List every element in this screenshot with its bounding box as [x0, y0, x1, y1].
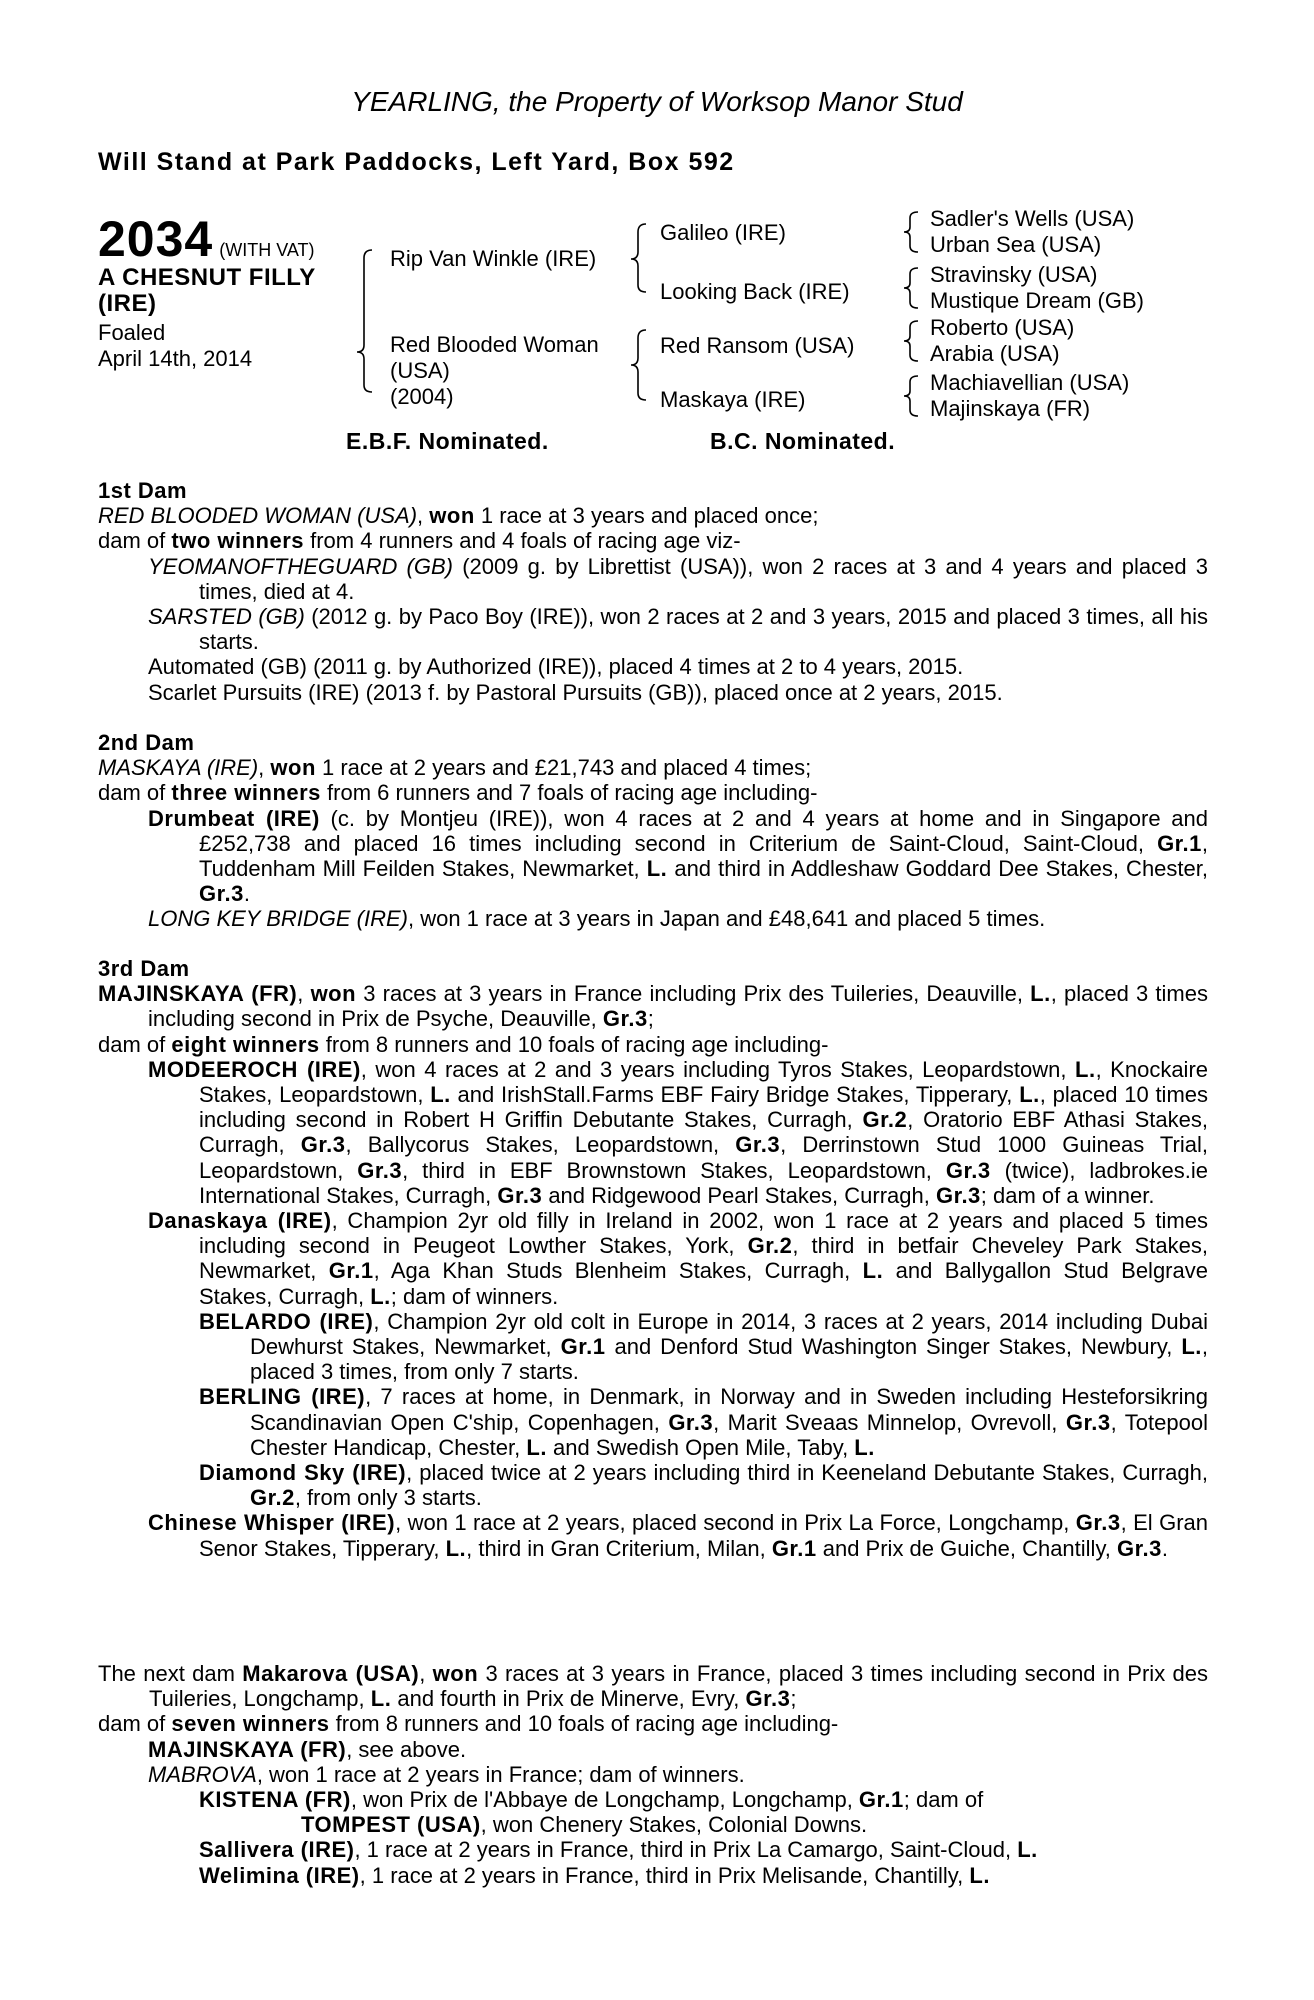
progeny-text: , won 4 races at 2 and 3 years including Tyros Stakes, Leopardstown, — [360, 1056, 1075, 1082]
next-dam-section — [98, 1661, 1208, 1888]
grade: L. — [1075, 1056, 1096, 1082]
grade: Gr.3 — [1117, 1535, 1162, 1561]
first-dam-foals: from 4 runners and 4 foals of racing age viz- — [304, 528, 741, 554]
progeny-belardo — [98, 1309, 1208, 1385]
first-dam-heading: 1st Dam — [98, 478, 188, 503]
progeny-name: Danaskaya (IRE) — [148, 1208, 332, 1234]
progeny-name: MODEEROCH (IRE) — [148, 1056, 361, 1082]
grade: Gr.1 — [858, 1787, 904, 1813]
grade: Gr.3 — [602, 1006, 648, 1032]
progeny-name: Drumbeat (IRE) — [148, 805, 320, 831]
second-dam-winners: three winners — [171, 780, 321, 806]
brace-gg2 — [904, 268, 918, 308]
progeny-name: LONG KEY BRIDGE (IRE) — [148, 906, 408, 932]
grade: L. — [445, 1535, 467, 1561]
third-dam-text: ; — [647, 1006, 654, 1032]
pedigree-gg-3: Stravinsky (USA) — [930, 262, 1098, 287]
grade: L. — [969, 1862, 990, 1888]
progeny-text: , Totepool Chester Handicap, Chester, — [250, 1409, 1208, 1460]
grade: Gr.3 — [497, 1182, 543, 1208]
next-dam-winners: seven winners — [171, 1711, 330, 1737]
brace-dam — [631, 330, 646, 400]
next-dam-won: won — [432, 1661, 479, 1686]
grade: Gr.3 — [935, 1182, 981, 1208]
progeny-name: SARSTED (GB) — [148, 604, 305, 630]
grade: L. — [1030, 981, 1051, 1007]
progeny-text: , 1 race at 2 years in France, third in Prix La Camargo, Saint-Cloud, — [354, 1837, 1018, 1863]
progeny-text: , won Chenery Stakes, Colonial Downs. — [480, 1812, 868, 1838]
grade: Gr.3 — [745, 1686, 791, 1712]
brace-gg3 — [904, 321, 918, 361]
first-dam-summary: 1 race at 3 years and placed once; — [474, 503, 819, 529]
progeny-name: TOMPEST (USA) — [301, 1812, 481, 1838]
progeny-modeeroch — [98, 1057, 1208, 1208]
progeny-text: (2009 g. by Librettist (USA)), won 2 races at 3 and 4 years and placed 3 times, died at 4. — [199, 553, 1208, 604]
progeny-name: MABROVA — [148, 1761, 257, 1787]
third-dam-foals: from 8 runners and 10 foals of racing age including- — [319, 1031, 829, 1057]
pedigree-gg-7: Machiavellian (USA) — [930, 370, 1130, 395]
third-dam-text: , placed 3 times including second in Prix de Psyche, Deauville, — [148, 981, 1208, 1032]
progeny-text: , won 1 race at 2 years, placed second in Prix La Force, Longchamp, — [395, 1510, 1076, 1536]
progeny-text: ; dam of winners. — [390, 1283, 559, 1309]
second-dam-name: MASKAYA (IRE) — [98, 755, 259, 781]
ebf-nominated: E.B.F. Nominated. — [346, 428, 549, 454]
third-dam-text: 3 races at 3 years in France including Prix des Tuileries, Deauville, — [356, 981, 1031, 1007]
second-dam-summary: 1 race at 2 years and £21,743 and placed 4 times; — [315, 755, 812, 781]
progeny-danaskaya — [98, 1208, 1208, 1309]
progeny-text: , Knockaire Stakes, Leopardstown, — [199, 1056, 1209, 1108]
progeny-name: BERLING (IRE) — [199, 1384, 366, 1410]
second-dam-heading: 2nd Dam — [98, 730, 195, 755]
progeny-text: , Tuddenham Mill Feilden Stakes, Newmarket, — [199, 830, 1208, 882]
progeny-name: Diamond Sky (IRE) — [199, 1460, 407, 1486]
pedigree-gg-1: Sadler's Wells (USA) — [930, 206, 1135, 231]
progeny-text: , Ballycorus Stakes, Leopardstown, — [345, 1132, 736, 1158]
progeny-text: (twice), ladbrokes.ie International Stakes, Curragh, — [199, 1157, 1209, 1208]
progeny-diamond-sky — [98, 1460, 1208, 1510]
next-dam-name: Makarova (USA) — [242, 1661, 420, 1686]
grade: Gr.1 — [1157, 830, 1202, 856]
progeny-chinese-whisper — [98, 1510, 1208, 1560]
catalogue-title: YEARLING, the Property of Worksop Manor Stud — [351, 86, 963, 117]
progeny-name: BELARDO (IRE) — [199, 1308, 374, 1334]
grade: L. — [862, 1258, 884, 1284]
progeny-long-key-bridge — [98, 906, 1208, 931]
grade: Gr.3 — [300, 1132, 346, 1158]
grade: L. — [370, 1283, 391, 1309]
third-dam-dam-of: dam of — [98, 1031, 172, 1057]
progeny-text: , 1 race at 2 years in France, third in Prix Melisande, Chantilly, — [359, 1862, 970, 1888]
progeny-name: Sallivera (IRE) — [199, 1837, 355, 1863]
grade: Gr.3 — [668, 1409, 714, 1435]
progeny-text: , placed 3 times, from only 7 starts. — [250, 1334, 1208, 1385]
progeny-automated: Automated (GB) (2011 g. by Authorized (IRE)), placed 4 times at 2 to 4 years, 2015. — [148, 654, 964, 680]
grade: L. — [646, 856, 668, 882]
pedigree-dam-line3: (2004) — [390, 384, 454, 409]
pedigree-sire: Rip Van Winkle (IRE) — [390, 246, 597, 271]
pedigree-dam-line2: (USA) — [390, 358, 450, 383]
progeny-tompest — [98, 1812, 1208, 1837]
brace-gg4 — [904, 376, 918, 416]
brace-gg1 — [904, 212, 918, 252]
first-dam-name: RED BLOODED WOMAN (USA) — [98, 503, 418, 529]
pedigree-sire-dam: Looking Back (IRE) — [660, 279, 850, 304]
next-dam-foals: from 8 runners and 10 foals of racing age including- — [329, 1711, 839, 1737]
pedigree-gg-4: Mustique Dream (GB) — [930, 288, 1144, 313]
progeny-text: ; dam of a winner. — [980, 1182, 1155, 1208]
progeny-text: , from only 3 starts. — [294, 1485, 482, 1511]
grade: Gr.3 — [199, 881, 244, 907]
progeny-text: , third in Gran Criterium, Milan, — [466, 1535, 772, 1561]
grade: L. — [1181, 1334, 1202, 1360]
grade: L. — [526, 1434, 547, 1460]
progeny-text: and Prix de Guiche, Chantilly, — [816, 1535, 1118, 1561]
progeny-text: , Champion 2yr old filly in Ireland in 2002, won 1 race at 2 years and placed 5 times including second in Peugeot Lowther Stakes, York, — [199, 1208, 1208, 1259]
progeny-text: ; dam of — [903, 1787, 984, 1813]
progeny-text: , won 1 race at 2 years in France; dam of winners. — [256, 1761, 745, 1787]
progeny-kistena — [98, 1787, 1208, 1812]
progeny-yeomanoftheguard — [98, 554, 1208, 604]
pedigree-gg-8: Majinskaya (FR) — [930, 396, 1091, 421]
grade: L. — [1019, 1082, 1040, 1108]
grade: Gr.2 — [747, 1233, 793, 1259]
pedigree-dam-dam: Maskaya (IRE) — [660, 387, 806, 412]
horse-description-line2: (IRE) — [98, 290, 157, 317]
progeny-name: Chinese Whisper (IRE) — [148, 1510, 396, 1536]
progeny-berling — [98, 1384, 1208, 1460]
progeny-text: , El Gran Senor Stakes, Tipperary, — [199, 1510, 1209, 1561]
grade: L. — [430, 1082, 451, 1108]
progeny-text: , placed 10 times including second in Robert H Griffin Debutante Stakes, Curragh, — [199, 1082, 1209, 1133]
brace-sire — [631, 224, 646, 292]
progeny-text: . — [243, 881, 250, 907]
first-dam-winners: two winners — [171, 528, 304, 554]
progeny-text: , see above. — [346, 1736, 467, 1762]
progeny-text: , won Prix de l'Abbaye de Longchamp, Longchamp, — [350, 1787, 859, 1813]
grade: L. — [1017, 1837, 1038, 1863]
third-dam-section: 3rd Dam MAJINSKAYA (FR), won 3 races at 3 years in France including Prix des Tuileries, Deauville, L., placed 3 times including second in Prix de Psyche, Deauville, Gr.3; dam of eight winners from 8 runners and 10 foals of racing age including- MODEEROCH (IRE), won 4 races at 2 and 3 years including Tyros Stakes, Leopardstown, L., Knockaire Stakes, Leopardstown, L. and IrishStall.Farms EBF Fairy Bridge Stakes, Tipperary, L., placed 10 times including second in Robert H Griffin Debutante Stakes, Curragh, Gr.2, Oratorio EBF Athasi Stakes, Curragh, Gr.3, Ballycorus Stakes, Leopardstown, Gr.3, Derrinstown Stud 1000 Guineas Trial, Leopardstown, Gr.3, third in EBF Brownstown Stakes, Leopardstown, Gr.3 (twice), ladbrokes.ie International Stakes, Curragh, Gr.3 and Ridgewood Pearl Stakes, Curragh, Gr.3; dam of a winner. Danaskaya (IRE), Champion 2yr old filly in Ireland in 2002, won 1 race at 2 years and placed 5 times including second in Peugeot Lowther Stakes, York, Gr.2, third in betfair Cheveley Park Stakes, Newmarket, Gr.1, Aga Khan Studs Blenheim Stakes, Curragh, L. and Ballygallon Stud Belgrave Stakes, Curragh, L.; dam of winners. BELARDO (IRE), Champion 2yr old colt in Europe in 2014, 3 races at 2 years, 2014 including Dubai Dewhurst Stakes, Newmarket, Gr.1 and Denford Stud Washington Singer Stakes, Newbury, L., placed 3 times, from only 7 starts. BERLING (IRE), 7 races at home, in Denmark, in Norway and in Sweden including Hesteforsikring Scandinavian Open C'ship, Copenhagen, Gr.3, Marit Sveaas Minnelop, Ovrevoll, Gr.3, Totepool Chester Handicap, Chester, L. and Swedish Open Mile, Taby, L. Diamond Sky (IRE), placed twice at 2 years including third in Keeneland Debutante Stakes, Curragh, Gr.2, from only 3 starts. Chinese Whisper (IRE), won 1 race at 2 years, placed second in Prix La Force, Longchamp, Gr.3, El Gran Senor Stakes, Tipperary, L., third in Gran Criterium, Milan, Gr.1 and Prix de Guiche, Chantilly, Gr.3. — [98, 956, 1209, 1561]
progeny-text: , 7 races at home, in Denmark, in Norway and in Sweden including Hesteforsikring Scandinavian Open C'ship, Copenhagen, — [250, 1384, 1208, 1435]
first-dam-section: 1st Dam RED BLOODED WOMAN (USA), won 1 race at 3 years and placed once; dam of two winners from 4 runners and 4 foals of racing age viz- YEOMANOFTHEGUARD (GB) (2009 g. by Librettist (USA)), won 2 races at 3 and 4 years and placed 3 times, died at 4. SARSTED (GB) (2012 g. by Paco Boy (IRE)), won 2 races at 2 and 3 years, 2015 and placed 3 times, all his starts. Automated (GB) (2011 g. by Authorized (IRE)), placed 4 times at 2 to 4 years, 2015. Scarlet Pursuits (IRE) (2013 f. by Pastoral Pursuits (GB)), placed once at 2 years, 2015. — [98, 478, 1208, 705]
foaled-date: April 14th, 2014 — [98, 346, 253, 371]
lot-number-value: 2034 — [98, 211, 214, 267]
grade: Gr.3 — [945, 1157, 991, 1183]
grade: Gr.1 — [560, 1334, 606, 1360]
progeny-text: and third in Addleshaw Goddard Dee Stakes, Chester, — [667, 856, 1208, 882]
next-dam-dam-of: dam of — [98, 1711, 172, 1737]
progeny-sarsted — [98, 604, 1208, 654]
foaled-label: Foaled — [98, 320, 166, 345]
progeny-text: , Oratorio EBF Athasi Stakes, Curragh, — [199, 1107, 1208, 1158]
second-dam-dam-of: dam of — [98, 780, 172, 806]
grade: Gr.3 — [357, 1157, 403, 1183]
next-dam-text: and fourth in Prix de Minerve, Evry, — [391, 1686, 746, 1712]
progeny-text: and Swedish Open Mile, Taby, — [546, 1434, 855, 1460]
grade: Gr.2 — [862, 1107, 908, 1133]
next-dam-summary: The next dam Makarova (USA), won 3 races at 3 years in France, placed 3 times including second in Prix des Tuileries, Longchamp, L. and fourth in Prix de Minerve, Evry, Gr.3; — [98, 1661, 1208, 1712]
next-dam-intro: The next dam — [98, 1661, 243, 1686]
grade: L. — [370, 1686, 392, 1712]
first-dam-won: won — [429, 503, 475, 529]
progeny-drumbeat — [98, 806, 1208, 907]
progeny-text: , Champion 2yr old colt in Europe in 2014, 3 races at 2 years, 2014 including Dubai Dewhurst Stakes, Newmarket, — [250, 1308, 1208, 1360]
progeny-mabrova — [98, 1762, 1208, 1787]
progeny-text: , third in betfair Cheveley Park Stakes, Newmarket, — [199, 1233, 1208, 1284]
second-dam-section: 2nd Dam MASKAYA (IRE), won 1 race at 2 years and £21,743 and placed 4 times; dam of three winners from 6 runners and 7 foals of racing age including- Drumbeat (IRE) (c. by Montjeu (IRE)), won 4 races at 2 and 4 years at home and in Singapore and £252,738 and placed 16 times including second in Criterium de Saint-Cloud, Saint-Cloud, Gr.1, Tuddenham Mill Feilden Stakes, Newmarket, L. and third in Addleshaw Goddard Dee Stakes, Chester, Gr.3. LONG KEY BRIDGE (IRE), won 1 race at 3 years in Japan and £48,641 and placed 5 times. — [98, 730, 1209, 932]
progeny-scarlet-pursuits: Scarlet Pursuits (IRE) (2013 f. by Pastoral Pursuits (GB)), placed once at 2 years, 2015. — [148, 679, 1003, 705]
pedigree-dam-line1: Red Blooded Woman — [390, 332, 599, 357]
progeny-sallivera — [98, 1837, 1208, 1862]
progeny-name: YEOMANOFTHEGUARD (GB) — [148, 553, 453, 579]
progeny-text: (c. by Montjeu (IRE)), won 4 races at 2 and 4 years at home and in Singapore and £252,738 and placed 16 times including second in Criterium de Saint-Cloud, Saint-Cloud, — [199, 805, 1209, 856]
grade: Gr.3 — [735, 1132, 781, 1158]
progeny-majinskaya — [98, 1737, 1208, 1762]
third-dam-name: MAJINSKAYA (FR) — [98, 981, 298, 1007]
progeny-text: , Marit Sveaas Minnelop, Ovrevoll, — [713, 1409, 1066, 1435]
progeny-name: KISTENA (FR) — [199, 1787, 351, 1813]
progeny-text: , Derrinstown Stud 1000 Guineas Trial, Leopardstown, — [199, 1132, 1208, 1183]
horse-description-line1: A CHESNUT FILLY — [98, 264, 316, 291]
progeny-text: , third in EBF Brownstown Stakes, Leopardstown, — [402, 1157, 946, 1183]
next-dam-text: ; — [790, 1686, 797, 1712]
grade: L. — [854, 1434, 875, 1460]
progeny-welimina — [98, 1863, 1208, 1888]
progeny-text: , placed twice at 2 years including third in Keeneland Debutante Stakes, Curragh, — [406, 1460, 1209, 1486]
third-dam-heading: 3rd Dam — [98, 956, 190, 981]
second-dam-won: won — [270, 755, 316, 781]
progeny-text: (2012 g. by Paco Boy (IRE)), won 2 races at 2 and 3 years, 2015 and placed 3 times, all his starts. — [199, 604, 1208, 655]
progeny-text: and Denford Stud Washington Singer Stakes, Newbury, — [605, 1334, 1182, 1360]
pedigree-dam — [390, 332, 599, 410]
progeny-text: , Aga Khan Studs Blenheim Stakes, Curragh, — [373, 1258, 863, 1284]
progeny-text: and Ballygallon Stud Belgrave Stakes, Curragh, — [199, 1258, 1208, 1309]
grade: Gr.3 — [1075, 1510, 1121, 1536]
grade: Gr.1 — [328, 1258, 374, 1284]
next-dam-text: 3 races at 3 years in France, placed 3 times including second in Prix des Tuileries, Longchamp, — [149, 1661, 1208, 1712]
progeny-name: Welimina (IRE) — [199, 1862, 360, 1888]
progeny-text: . — [1161, 1535, 1168, 1561]
pedigree-gg-6: Arabia (USA) — [930, 341, 1060, 366]
grade: Gr.2 — [250, 1485, 295, 1511]
second-dam-foals: from 6 runners and 7 foals of racing age including- — [320, 780, 818, 806]
progeny-text: , won 1 race at 3 years in Japan and £48,641 and placed 5 times. — [407, 906, 1046, 932]
bc-nominated: B.C. Nominated. — [710, 428, 896, 454]
progeny-name: MAJINSKAYA (FR) — [148, 1736, 347, 1762]
vat-note: (WITH VAT) — [219, 240, 315, 260]
grade: Gr.1 — [771, 1535, 817, 1561]
first-dam-dam-of: dam of — [98, 528, 172, 554]
progeny-text: and Ridgewood Pearl Stakes, Curragh, — [542, 1182, 936, 1208]
pedigree-sire-sire: Galileo (IRE) — [660, 220, 786, 245]
stable-location: Will Stand at Park Paddocks, Left Yard, Box 592 — [98, 148, 735, 176]
pedigree-gg-2: Urban Sea (USA) — [930, 232, 1102, 257]
third-dam-won: won — [310, 981, 357, 1007]
third-dam-winners: eight winners — [171, 1031, 320, 1057]
brace-main — [357, 250, 372, 392]
grade: Gr.3 — [1065, 1409, 1111, 1435]
pedigree-gg-5: Roberto (USA) — [930, 315, 1075, 340]
progeny-text: and IrishStall.Farms EBF Fairy Bridge Stakes, Tipperary, — [450, 1082, 1020, 1108]
pedigree-dam-sire: Red Ransom (USA) — [660, 333, 855, 358]
